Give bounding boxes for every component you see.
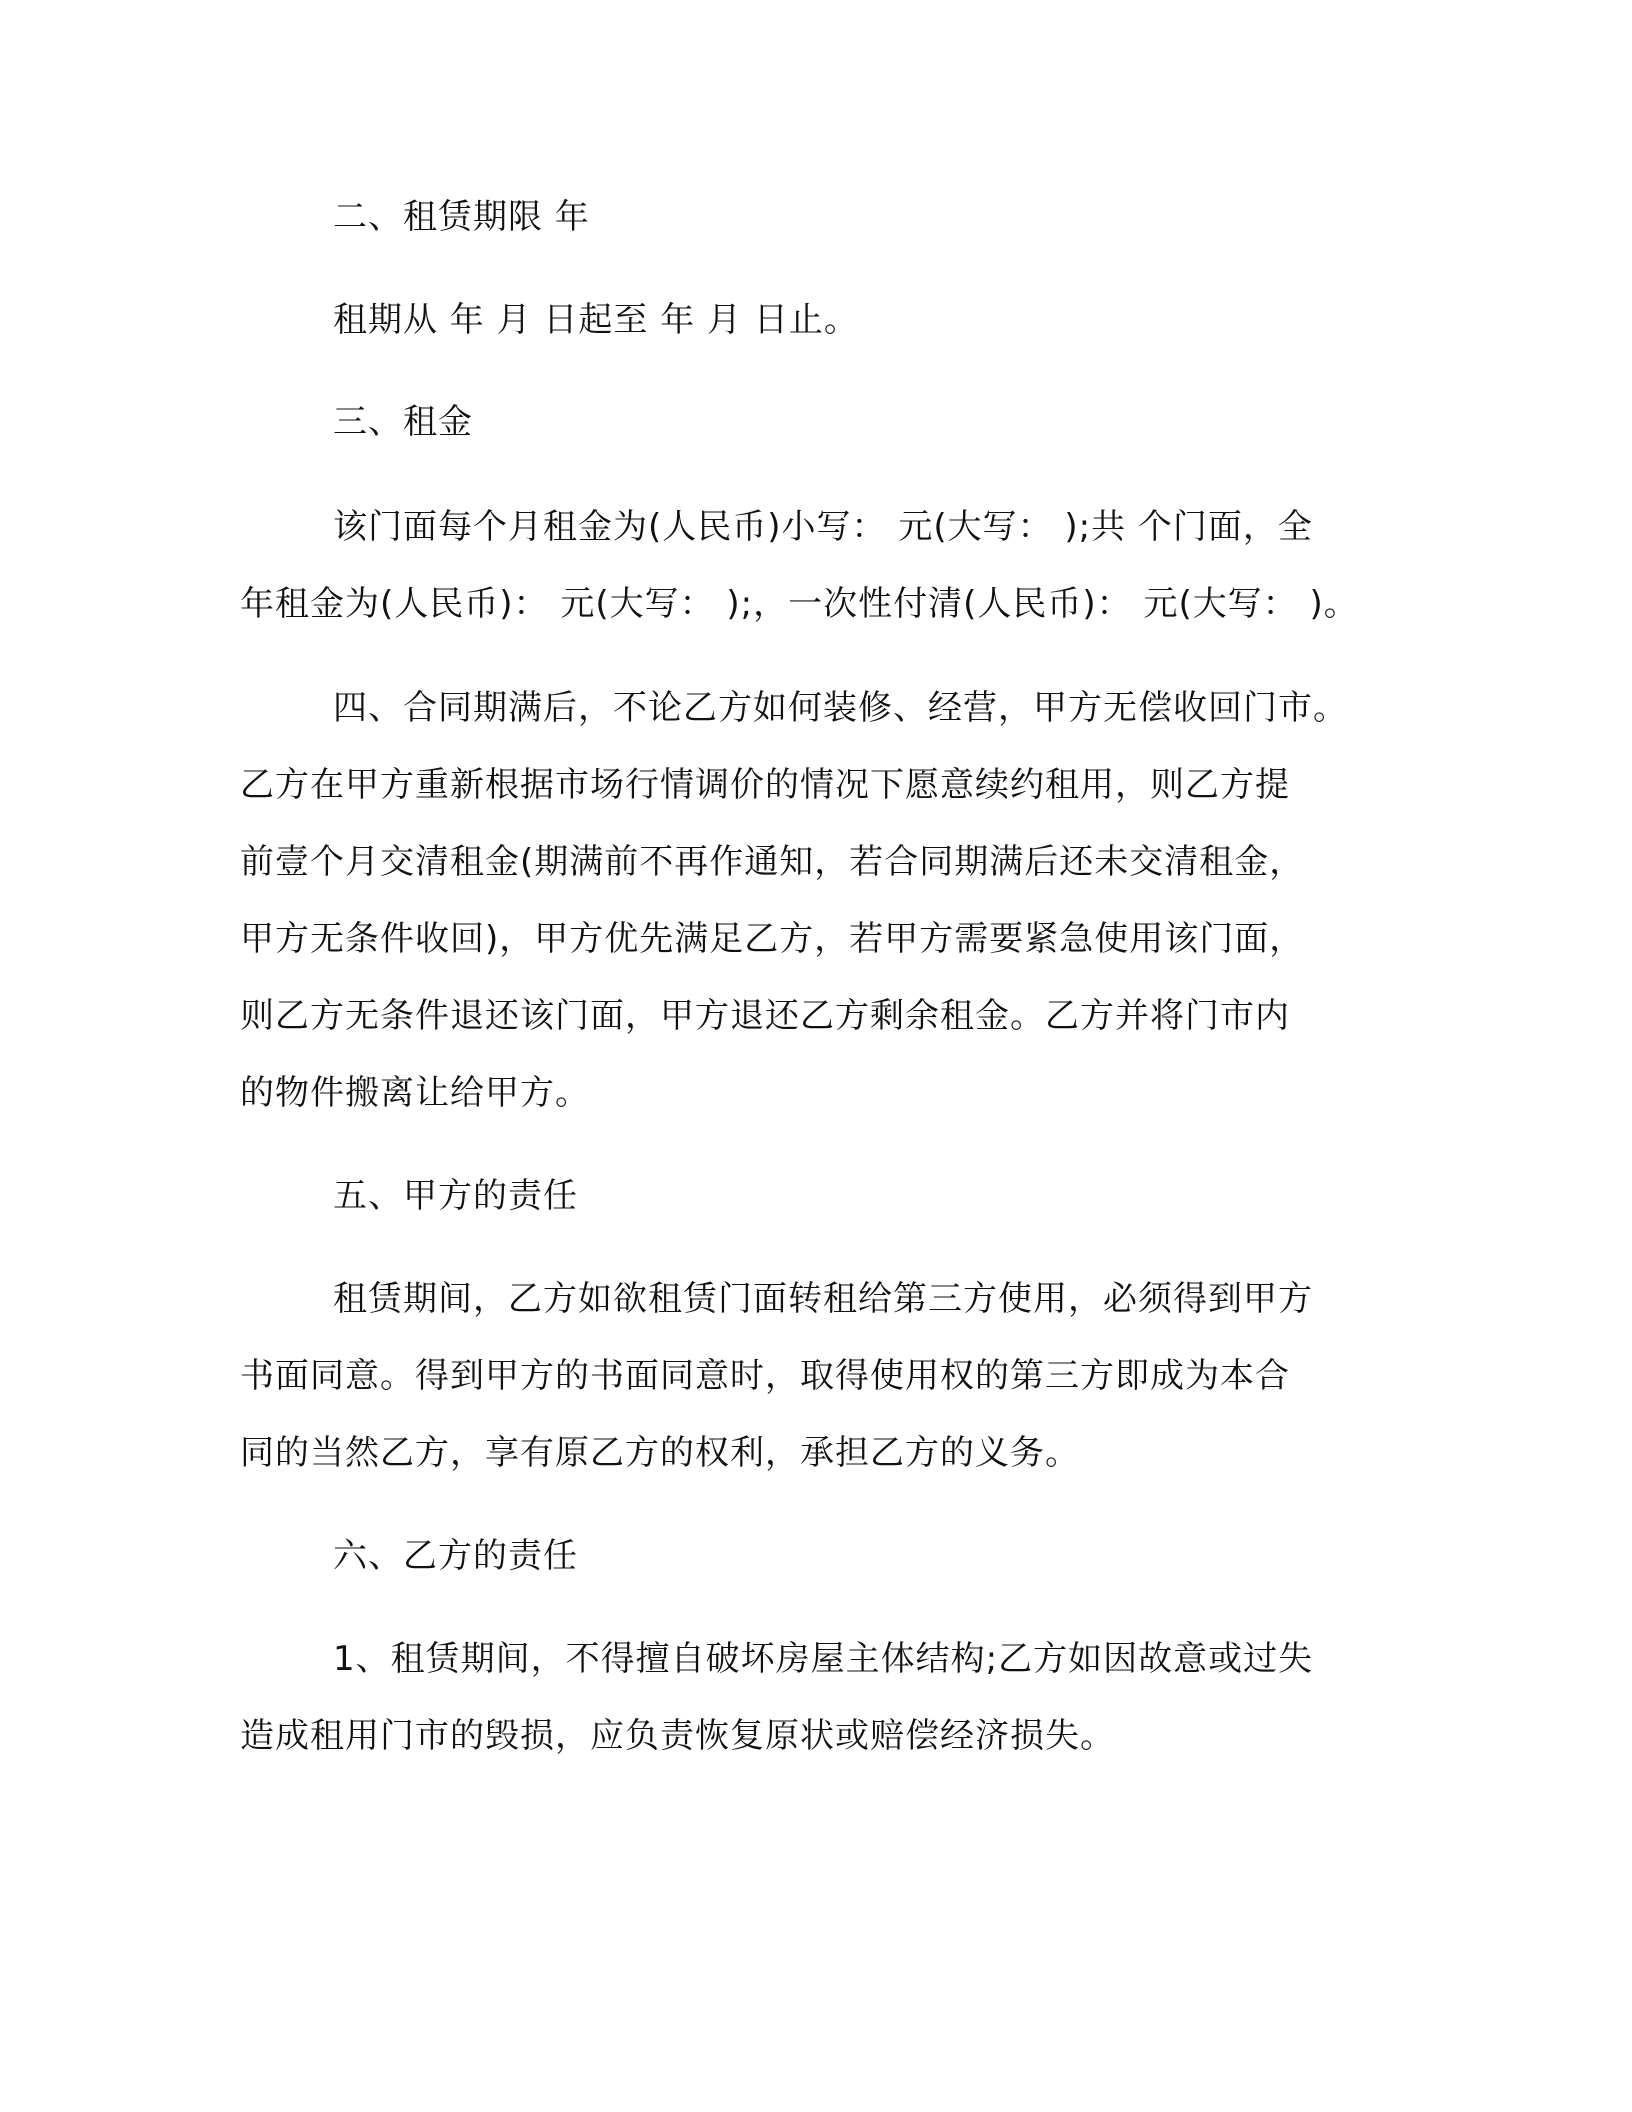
section-4-line-5: 则乙方无条件退还该门面，甲方退还乙方剩余租金。乙方并将门市内 <box>240 996 1290 1036</box>
section-6-line-1: 1、租赁期间，不得擅自破坏房屋主体结构;乙方如因故意或过失 <box>333 1639 1314 1679</box>
section-5-line-1: 租赁期间，乙方如欲租赁门面转租给第三方使用，必须得到甲方 <box>333 1279 1313 1319</box>
section-3-heading: 三、租金 <box>333 402 473 442</box>
section-4-line-6: 的物件搬离让给甲方。 <box>240 1073 590 1113</box>
rent-line-1: 该门面每个月租金为(人民币)小写： 元(大写： );共 个门面，全 <box>333 507 1313 547</box>
section-2-heading: 二、租赁期限 年 <box>333 197 590 237</box>
section-4-line-4: 甲方无条件收回)，甲方优先满足乙方，若甲方需要紧急使用该门面， <box>240 919 1305 959</box>
lease-term-text: 租期从 年 月 日起至 年 月 日止。 <box>333 300 859 340</box>
section-6-heading: 六、乙方的责任 <box>333 1536 578 1576</box>
section-5-line-2: 书面同意。得到甲方的书面同意时，取得使用权的第三方即成为本合 <box>240 1356 1290 1396</box>
rent-line-2: 年租金为(人民币)： 元(大写： );，一次性付清(人民币)： 元(大写： )。 <box>240 584 1359 624</box>
section-4-line-3: 前壹个月交清租金(期满前不再作通知，若合同期满后还未交清租金， <box>240 842 1305 882</box>
section-4-line-1: 四、合同期满后，不论乙方如何装修、经营，甲方无偿收回门市。 <box>333 688 1348 728</box>
section-4-line-2: 乙方在甲方重新根据市场行情调价的情况下愿意续约租用，则乙方提 <box>240 765 1290 805</box>
section-5-line-3: 同的当然乙方，享有原乙方的权利，承担乙方的义务。 <box>240 1433 1080 1473</box>
section-5-heading: 五、甲方的责任 <box>333 1176 578 1216</box>
section-6-line-2: 造成租用门市的毁损，应负责恢复原状或赔偿经济损失。 <box>240 1716 1115 1756</box>
